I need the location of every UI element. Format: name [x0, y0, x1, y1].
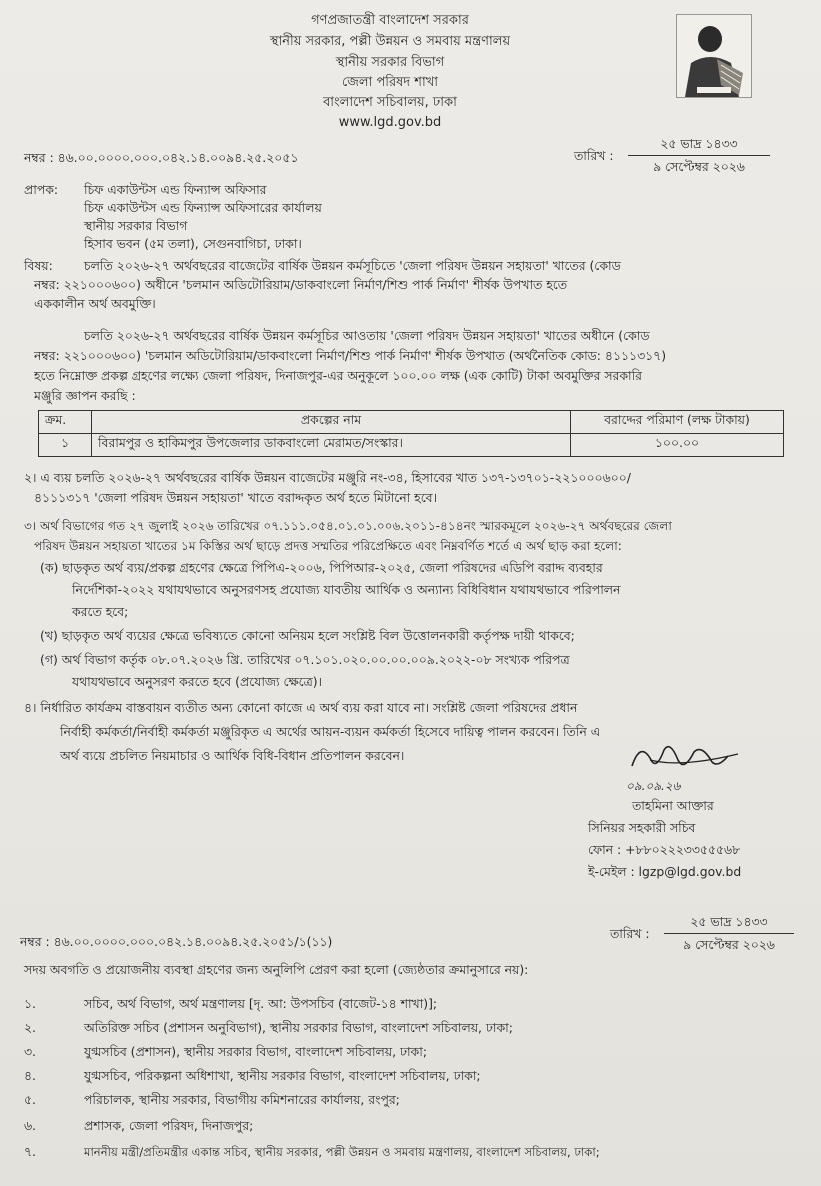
point3-ka-line-1: (ক) ছাড়কৃত অর্থ ব্যয়/প্রকল্প গ্রহণের ক্ষেত্রে পিপিএ-২০০৬, পিপিআর-২০২৫, জেলা পরিষদের এডিপি বরাদ্দ ব্যবহার — [40, 560, 603, 575]
copy-memo-number-value: : ৪৬.০০.০০০০.০০০.০৪২.১৪.০০৯৪.২৫.২০৫১/১(১১) — [45, 934, 333, 949]
point3-ga-line-1: (গ) অর্থ বিভাগ কর্তৃক ০৮.০৭.২০২৬ খ্রি. তারিখের ০৭.১০১.০২০.০০.০০.০০৯.২০২২-০৮ সংখ্যক পরিপত্র — [40, 652, 570, 667]
recipient-label: প্রাপক: — [24, 182, 59, 197]
copy-memo-number-label: নম্বর — [20, 934, 42, 949]
table-row — [39, 434, 784, 457]
point3-line-2: পরিষদ উন্নয়ন সহায়তা খাতের ১ম কিস্তির অর্থ ছাড়ে প্রদত্ত সম্মতির পরিপ্রেক্ষিতে এবং নিম্নবর্ণিত শর্তে এ অর্থ ছাড় করা হলো: — [34, 539, 622, 553]
header-line-5: বাংলাদেশ সচিবালয়, ঢাকা — [323, 95, 457, 110]
copy-memo-date — [664, 912, 794, 955]
copy-item-num: ৭. — [24, 1144, 36, 1159]
copy-item-num: ৫. — [24, 1092, 36, 1107]
subject-line-3: এককালীন অর্থ অবমুক্তি। — [34, 296, 156, 311]
copy-item-text: মাননীয় মন্ত্রী/প্রতিমন্ত্রীর একান্ত সচিব, স্থানীয় সরকার, পল্লী উন্নয়ন ও সমবায় মন্ত্রণালয়, বাংলাদেশ সচিবালয়, ঢাকা; — [84, 1145, 600, 1159]
header-line-2: স্থানীয় সরকার, পল্লী উন্নয়ন ও সমবায় মন্ত্রণালয় — [269, 34, 511, 49]
point4-line-1: ৪। নির্ধারিত কার্যক্রম বাস্তবায়ন ব্যতীত অন্য কোনো কাজে এ অর্থ ব্যয় করা যাবে না। সংশ্লিষ্ট জেলা পরিষদের প্রধান — [24, 700, 578, 715]
row-serial: ১ — [39, 434, 92, 457]
copy-item-text: যুগ্মসচিব, পরিকল্পনা অধিশাখা, স্থানীয় সরকার বিভাগ, বাংলাদেশ সচিবালয়, ঢাকা; — [84, 1068, 481, 1083]
point3-ga-line-2: যথাযথভাবে অনুসরণ করতে হবে (প্রযোজ্য ক্ষেত্রে)। — [72, 674, 322, 689]
point3-kha: (খ) ছাড়কৃত অর্থ ব্যয়ের ক্ষেত্রে ভবিষ্যতে কোনো অনিয়ম হলে সংশ্লিষ্ট বিল উত্তোলনকারী কর্তৃপক্ষ দায়ী থাকবে; — [40, 628, 575, 643]
memo-date-bangla: ২৫ ভাদ্র ১৪৩৩ — [660, 136, 738, 151]
intro-line-4: মঞ্জুরি জ্ঞাপন করছি : — [34, 388, 136, 403]
copy-item-num: ২. — [24, 1020, 36, 1035]
intro-line-3: হতে নিম্নোক্ত প্রকল্প গ্রহণের লক্ষ্যে জেলা পরিষদ, দিনাজপুর-এর অনুকূলে ১০০.০০ লক্ষ (এক কোটি) টাকা অবমুক্তির সরকারি — [34, 368, 642, 383]
copy-memo-number — [20, 934, 332, 954]
copy-memo-date-bangla: ২৫ ভাদ্র ১৪৩৩ — [690, 914, 768, 929]
recipient-line-2: চিফ একাউন্টস এন্ড ফিন্যান্স অফিসারের কার্যালয় — [84, 200, 322, 215]
point3-ka-line-2: নির্দেশিকা-২০২২ যথাযথভাবে অনুসরণসহ প্রযোজ্য যাবতীয় আর্থিক ও অন্যান্য বিধিবিধান যথাযথভাবে পরিপালন — [72, 582, 621, 597]
allocation-table — [38, 410, 784, 457]
intro-line-1: চলতি ২০২৬-২৭ অর্থবছরের বার্ষিক উন্নয়ন কর্মসূচির আওতায় 'জেলা পরিষদ উন্নয়ন সহায়তা' খাতের অধীনে (কোড — [84, 328, 650, 343]
subject-line-2: নম্বর: ২২১০০০৬০০) অধীনে 'চলমান অডিটোরিয়াম/ডাকবাংলো নির্মাণ/শিশু পার্ক নির্মাণ' শীর্ষক উপখাত হতে — [34, 277, 568, 292]
memo-number-label: নম্বর — [24, 150, 46, 165]
point2-line-1: ২। এ ব্যয় চলতি ২০২৬-২৭ অর্থবছরের বার্ষিক উন্নয়ন বাজেটের মঞ্জুরি নং-৩৪, হিসাবের খাত ১৩৭-১৩৭০১-২২১০০০৬০০/ — [24, 470, 631, 485]
recipient-line-1: চিফ একাউন্টস এন্ড ফিন্যান্স অফিসার — [84, 182, 267, 197]
point2-line-2: ৪১১১৩১৭ 'জেলা পরিষদ উন্নয়ন সহায়তা' খাতে বরাদ্দকৃত অর্থ হতে মিটানো হবে। — [34, 490, 437, 505]
header-line-1: গণপ্রজাতন্ত্রী বাংলাদেশ সরকার — [311, 13, 469, 28]
subject-line-1: চলতি ২০২৬-২৭ অর্থবছরের বাজেটের বার্ষিক উন্নয়ন কর্মসূচিতে 'জেলা পরিষদ উন্নয়ন সহায়তা' খাতের (কোড — [84, 258, 621, 273]
copy-memo-date-english: ৯ সেপ্টেম্বর ২০২৬ — [683, 937, 775, 952]
subject-label: বিষয়: — [24, 258, 53, 273]
signatory-email: ই-মেইল : lgzp@lgd.gov.bd — [588, 864, 742, 879]
memo-date-label: তারিখ : — [574, 148, 614, 163]
col-serial-header: ক্রম. — [39, 411, 92, 434]
header-line-3: স্থানীয় সরকার বিভাগ — [335, 55, 445, 70]
signatory-name: তাহমিনা আক্তার — [632, 798, 714, 813]
point3-ka-line-3: করতে হবে; — [72, 604, 129, 619]
memo-date-english: ৯ সেপ্টেম্বর ২০২৬ — [653, 159, 745, 174]
col-amount-header: বরাদ্দের পরিমাণ (লক্ষ টাকায়) — [571, 411, 784, 434]
point4-line-3: অর্থ ব্যয়ে প্রচলিত নিয়মাচার ও আর্থিক বিধি-বিধান প্রতিপালন করবেন। — [60, 748, 405, 763]
col-project-header: প্রকল্পের নাম — [92, 411, 571, 434]
copy-item-num: ৩. — [24, 1044, 36, 1059]
date-divider — [628, 155, 770, 156]
recipient-line-4: হিসাব ভবন (৫ম তলা), সেগুনবাগিচা, ঢাকা। — [84, 236, 302, 251]
copy-memo-date-label: তারিখ : — [610, 926, 650, 941]
row-amount: ১০০.০০ — [571, 434, 784, 457]
point4-line-2: নির্বাহী কর্মকর্তা/নির্বাহী কর্মকর্তা মঞ্জুরিকৃত এ অর্থের আয়ন-ব্যয়ন কর্মকর্তা হিসেবে দায়িত্ব পালন করবেন। তিনি এ — [60, 724, 601, 739]
copy-item-text: সচিব, অর্থ বিভাগ, অর্থ মন্ত্রণালয় [দৃ. আ: উপসচিব (বাজেট-১৪ শাখা)]; — [84, 996, 438, 1011]
copy-item-text: পরিচালক, স্থানীয় সরকার, বিভাগীয় কমিশনারের কার্যালয়, রংপুর; — [84, 1092, 400, 1107]
memo-number — [24, 150, 298, 170]
copy-date-divider — [664, 933, 794, 934]
header-website: www.lgd.gov.bd — [338, 115, 442, 130]
copy-item-text: অতিরিক্ত সচিব (প্রশাসন অনুবিভাগ), স্থানীয় সরকার বিভাগ, বাংলাদেশ সচিবালয়, ঢাকা; — [84, 1020, 513, 1035]
memo-number-value: : ৪৬.০০.০০০০.০০০.০৪২.১৪.০০৯৪.২৫.২০৫১ — [49, 150, 299, 165]
copy-item-text: প্রশাসক, জেলা পরিষদ, দিনাজপুর; — [84, 1118, 254, 1133]
copy-item-num: ৬. — [24, 1118, 36, 1133]
intro-line-2: নম্বর: ২২১০০০৬০০) 'চলমান অডিটোরিয়াম/ডাকবাংলো নির্মাণ/শিশু পার্ক নির্মাণ' শীর্ষক উপখাত (অর্থনৈতিক কোড: ৪১১১৩১৭) — [34, 348, 667, 363]
copy-item-text: যুগ্মসচিব (প্রশাসন), স্থানীয় সরকার বিভাগ, বাংলাদেশ সচিবালয়, ঢাকা; — [84, 1044, 427, 1059]
point3-line-1: ৩। অর্থ বিভাগের গত ২৭ জুলাই ২০২৬ তারিখের ০৭.১১১.০৫৪.০১.০১.০০৬.২০১১-৪১৪নং স্মারকমূলে ২০২৬-২৭ অর্থবছরের জেলা — [24, 519, 672, 533]
copy-item-num: ১. — [24, 996, 36, 1011]
portrait-icon — [677, 15, 751, 97]
signatory-phone: ফোন : +৮৮০২২২৩৩৫৫৫৬৮ — [588, 842, 741, 857]
signature-date: ০৯.০৯.২৬ — [626, 779, 681, 793]
header-line-4: জেলা পরিষদ শাখা — [341, 75, 439, 90]
table-header-row — [39, 411, 784, 434]
portrait-logo — [676, 14, 752, 98]
copy-intro: সদয় অবগতি ও প্রয়োজনীয় ব্যবস্থা গ্রহণের জন্য অনুলিপি প্রেরণ করা হলো (জ্যেষ্ঠতার ক্রমানুসারে নয়): — [24, 962, 529, 977]
signatory-designation: সিনিয়র সহকারী সচিব — [588, 820, 696, 835]
memo-date — [628, 134, 770, 177]
row-project: বিরামপুর ও হাকিমপুর উপজেলার ডাকবাংলো মেরামত/সংস্কার। — [92, 434, 571, 457]
copy-item-num: ৪. — [24, 1068, 36, 1083]
recipient-line-3: স্থানীয় সরকার বিভাগ — [84, 218, 188, 233]
